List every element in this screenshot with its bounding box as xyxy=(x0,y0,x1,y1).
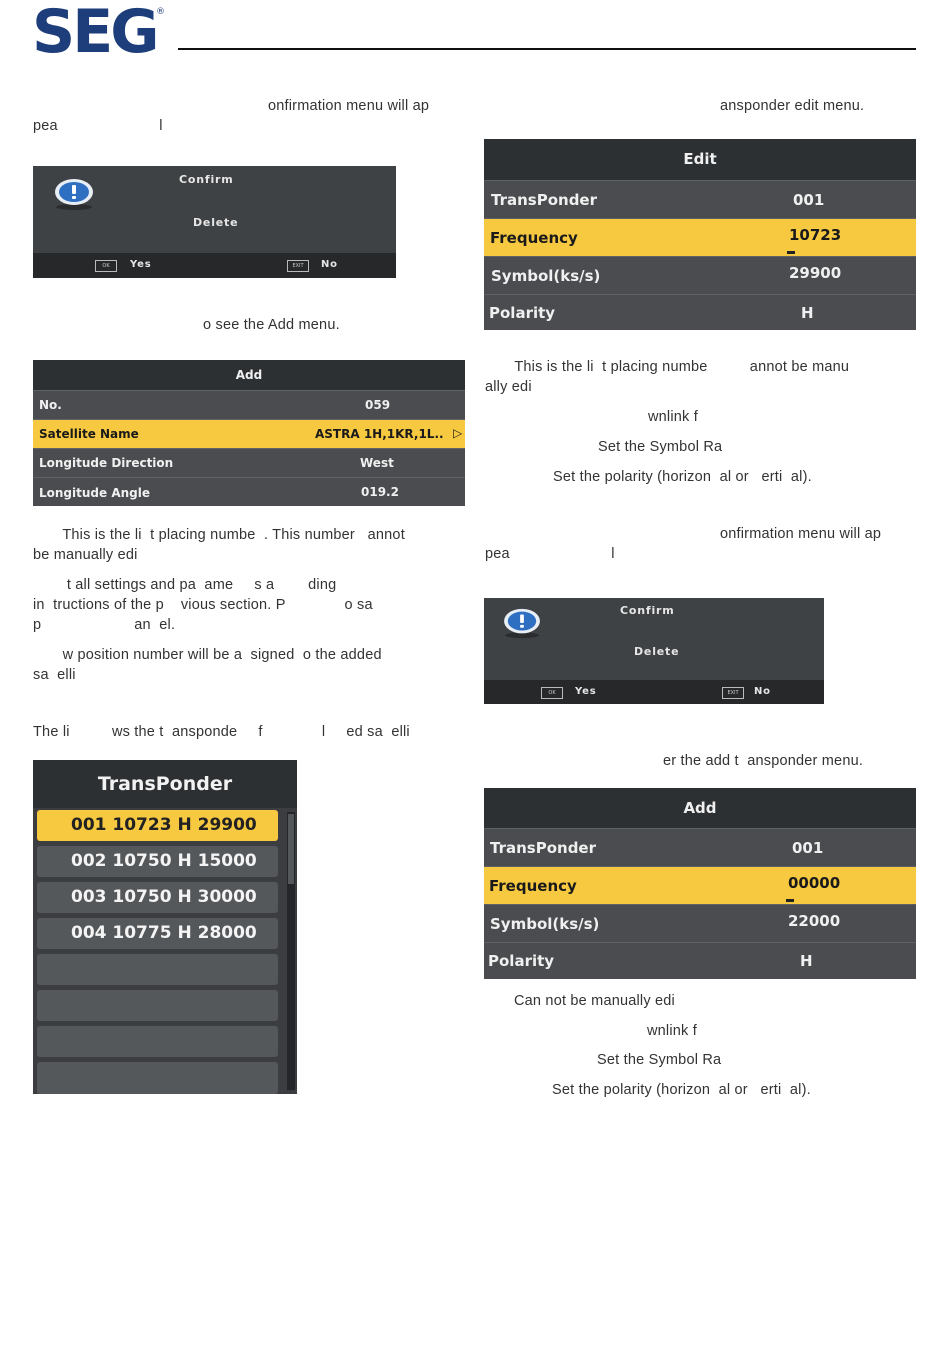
row-transponder[interactable] xyxy=(484,828,916,867)
confirm-button-bar xyxy=(484,680,824,704)
right-para-1a: This is the li t placing numbe annot be manu xyxy=(485,359,850,375)
right-text-1: ansponder edit menu. xyxy=(720,98,865,114)
row-value: 059 xyxy=(365,398,391,412)
confirm-dialog-1 xyxy=(33,166,396,278)
frequency-input[interactable]: 10723 xyxy=(789,226,842,244)
left-para-3a: w position number will be a signed o the added xyxy=(33,647,382,663)
row-value: 22000 xyxy=(788,912,841,930)
row-label: TransPonder xyxy=(491,191,597,209)
row-number[interactable] xyxy=(33,390,465,420)
list-scrollbar[interactable] xyxy=(287,812,295,1090)
transponder-list xyxy=(33,760,297,1094)
right-text-2a: onfirmation menu will ap xyxy=(720,526,882,542)
left-para-2c: p an el. xyxy=(33,617,176,633)
frequency-input[interactable]: 00000 xyxy=(788,874,841,892)
row-value: ASTRA 1H,1KR,1L.. xyxy=(315,427,444,441)
row-value: 019.2 xyxy=(361,485,399,499)
row-frequency[interactable] xyxy=(484,866,916,905)
right-text-2b: pea l xyxy=(485,546,615,562)
list-item[interactable]: 002 10750 H 15000 xyxy=(37,846,278,877)
edit-title: Edit xyxy=(484,139,916,180)
row-label: Symbol(ks/s) xyxy=(491,267,601,285)
row-transponder[interactable] xyxy=(484,180,916,219)
row-polarity[interactable] xyxy=(484,294,916,330)
yes-button[interactable]: Yes xyxy=(130,259,152,270)
right-para-4: Set the polarity (horizon al or erti al). xyxy=(553,469,812,485)
list-item[interactable]: 001 10723 H 29900 xyxy=(37,810,278,841)
row-symbol[interactable] xyxy=(484,256,916,295)
add-transponder-title: Add xyxy=(484,788,916,828)
exit-key-icon: EXIT xyxy=(287,260,309,272)
row-value: 29900 xyxy=(789,264,842,282)
ok-key-icon: OK xyxy=(541,687,563,699)
list-item[interactable] xyxy=(37,990,278,1021)
list-item[interactable]: 003 10750 H 30000 xyxy=(37,882,278,913)
right-para-1b: ally edi xyxy=(485,379,532,395)
logo-text: SEG xyxy=(32,2,157,56)
list-item[interactable] xyxy=(37,954,278,985)
arrow-right-icon[interactable]: ▷ xyxy=(453,426,463,440)
row-satellite-name[interactable] xyxy=(33,419,465,449)
left-text-1a: onfirmation menu will ap xyxy=(268,98,430,114)
registered-mark: ® xyxy=(156,7,165,17)
row-label: Frequency xyxy=(490,229,578,247)
row-value: H xyxy=(800,952,813,970)
row-label: Longitude Angle xyxy=(39,486,150,500)
row-polarity[interactable] xyxy=(484,942,916,979)
right-para-3: Set the Symbol Ra xyxy=(598,439,723,455)
left-text-2: o see the Add menu. xyxy=(203,317,340,333)
row-symbol[interactable] xyxy=(484,904,916,943)
row-label: TransPonder xyxy=(490,839,596,857)
row-value: 001 xyxy=(792,839,824,857)
row-value: West xyxy=(360,456,394,470)
row-label: Polarity xyxy=(489,304,556,322)
add-satellite-title: Add xyxy=(33,360,465,390)
info-icon xyxy=(502,606,542,640)
right-q-2: wnlink f xyxy=(647,1023,697,1039)
row-frequency[interactable] xyxy=(484,218,916,257)
transponder-list-title: TransPonder xyxy=(33,760,297,808)
header-rule xyxy=(178,48,916,50)
text-cursor xyxy=(786,899,794,902)
no-button[interactable]: No xyxy=(321,259,338,270)
right-text-3: er the add t ansponder menu. xyxy=(663,753,864,769)
info-icon xyxy=(53,176,95,212)
row-longitude-angle[interactable] xyxy=(33,477,465,506)
right-q-1: Can not be manually edi xyxy=(514,993,675,1009)
ok-key-icon: OK xyxy=(95,260,117,272)
left-para-2a: t all settings and pa ame s a ding xyxy=(33,577,337,593)
left-para-3b: sa elli xyxy=(33,667,76,683)
edit-transponder-menu xyxy=(484,139,916,329)
right-para-2: wnlink f xyxy=(648,409,698,425)
left-para-4: The li ws the t ansponde f l ed sa elli xyxy=(33,724,410,740)
list-item[interactable]: 004 10775 H 28000 xyxy=(37,918,278,949)
yes-button[interactable]: Yes xyxy=(575,686,597,697)
row-label: Polarity xyxy=(488,952,555,970)
left-para-1a: This is the li t placing numbe . This number annot xyxy=(33,527,405,543)
left-text-1b: pea l xyxy=(33,118,163,134)
add-satellite-menu xyxy=(33,360,465,505)
left-para-2b: in tructions of the p vious section. P o sa xyxy=(33,597,373,613)
row-longitude-direction[interactable] xyxy=(33,448,465,478)
scrollbar-thumb[interactable] xyxy=(288,814,294,884)
list-item[interactable] xyxy=(37,1026,278,1057)
row-label: Longitude Direction xyxy=(39,456,174,470)
confirm-title: Confirm xyxy=(179,173,234,186)
left-para-1b: be manually edi xyxy=(33,547,138,563)
text-cursor xyxy=(787,251,795,254)
seg-logo xyxy=(32,2,168,56)
confirm-message: Delete xyxy=(193,216,239,229)
add-transponder-menu xyxy=(484,788,916,978)
row-value: 001 xyxy=(793,191,825,209)
exit-key-icon: EXIT xyxy=(722,687,744,699)
row-label: No. xyxy=(39,398,62,412)
list-item[interactable] xyxy=(37,1062,278,1094)
row-label: Satellite Name xyxy=(39,427,139,441)
confirm-button-bar xyxy=(33,253,396,278)
confirm-message: Delete xyxy=(634,645,680,658)
row-label: Symbol(ks/s) xyxy=(490,915,600,933)
row-value: H xyxy=(801,304,814,322)
no-button[interactable]: No xyxy=(754,686,771,697)
right-q-4: Set the polarity (horizon al or erti al). xyxy=(552,1082,811,1098)
confirm-title: Confirm xyxy=(620,604,675,617)
confirm-dialog-2 xyxy=(484,598,824,704)
row-label: Frequency xyxy=(489,877,577,895)
right-q-3: Set the Symbol Ra xyxy=(597,1052,722,1068)
